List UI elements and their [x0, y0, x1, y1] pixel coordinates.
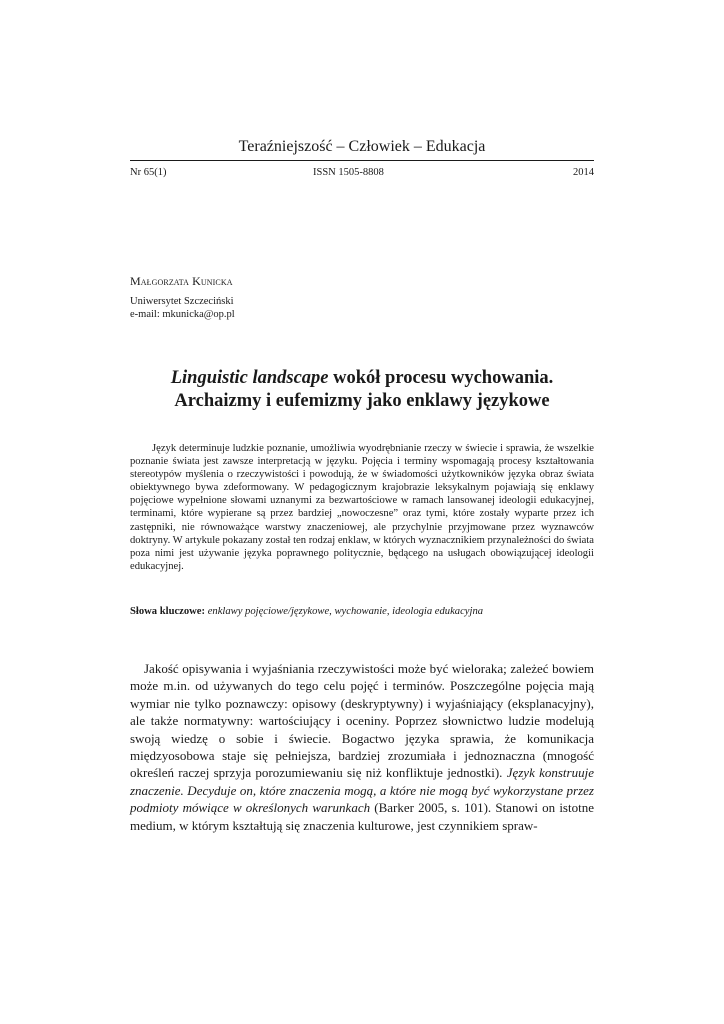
- article-title-rest: wokół procesu wychowania.: [328, 368, 554, 388]
- journal-title: Teraźniejszość – Człowiek – Edukacja: [238, 138, 486, 155]
- author-affiliation: Uniwersytet Szczeciński: [130, 296, 234, 307]
- keywords-label: Słowa kluczowe:: [130, 606, 206, 617]
- issue-number: Nr 65(1): [130, 167, 167, 178]
- body-quote-italic: Język konstruuje znaczenie. Decyduje on, które znaczenia mogą, a które nie mogą być wykorzystane przez podmioty mówiące w określonych warunkach: [130, 765, 594, 816]
- article-title-line-2: Archaizmy i eufemizmy jako enklawy językowe: [174, 390, 550, 411]
- body-text-part-2: (Barker 2005, s. 101). Stanowi on istotne medium, w którym kształtują się znaczenia kulturowe, jest czynnikiem spraw-: [130, 800, 594, 833]
- body-text-part-1: Jakość opisywania i wyjaśniania rzeczywistości może być wieloraka; zależeć bowiem może m.in. od używanych do tego celu pojęć i terminów. Poszczególne pojęcia mają wymiar nie tylko poznawczy: opisowy (deskryptywny) i wyjaśniający (eksplanacyjny), ale także normatywny: wartościujący i oceniny. Poprzez słownictwo ludzie modelują swoją wiedzę o sobie i świecie. Bogactwo języka sprawia, że komunikacja międzyosobowa staje się pełniejsza, bardziej zrozumiała i jednoznaczna (mnogość określeń raczej sprzyja porozumiewaniu się niż konfliktuje jednostki).: [130, 661, 594, 781]
- author-name: Małgorzata Kunicka: [130, 274, 233, 288]
- article-title-line-1: [130, 367, 594, 390]
- keywords-text: enklawy pojęciowe/językowe, wychowanie, ideologia edukacyjna: [205, 606, 484, 617]
- publication-year: 2014: [573, 167, 594, 178]
- author-email: e-mail: mkunicka@op.pl: [130, 309, 235, 320]
- issn: ISSN 1505-8808: [313, 167, 384, 178]
- author-affiliation-block: [130, 295, 235, 321]
- article-title-italic: Linguistic landscape: [170, 368, 329, 388]
- article-title: [130, 367, 594, 412]
- header-rule: [130, 160, 594, 161]
- body-paragraph: [130, 660, 594, 834]
- keywords: [130, 605, 594, 618]
- abstract: Język determinuje ludzkie poznanie, umożliwia wyodrębnianie rzeczy w świecie i sprawia, że wszelkie poznanie świata jest zawsze interpretacją w języku. Pojęcia i terminy wspomagają procesy kształtowania stereotypów myślenia o rzeczywistości i powodują, że w świadomości użytkowników języka obraz świata obiektywnego bywa zdeformowany. W pedagogicznym krajobrazie leksykalnym pojawiają się enklawy pojęciowe wypełnione słowami uznanymi za bezwartościowe w ramach lansowanej ideologii edukacyjnej, terminami, które wypierane są przez bardziej „nowoczesne” oraz tymi, które zostały wyparte przez ich zastępniki, nie równoważące warstwy znaczeniowej, ale przychylnie przyjmowane przez wyznawców doktryny. W artykule pokazany został ten rodzaj enklaw, w których wyznacznikiem przynależności do świata poza nimi jest używanie języka poprawnego politycznie, będącego na usługach obowiązującej ideologii edukacyjnej.: [130, 443, 594, 572]
